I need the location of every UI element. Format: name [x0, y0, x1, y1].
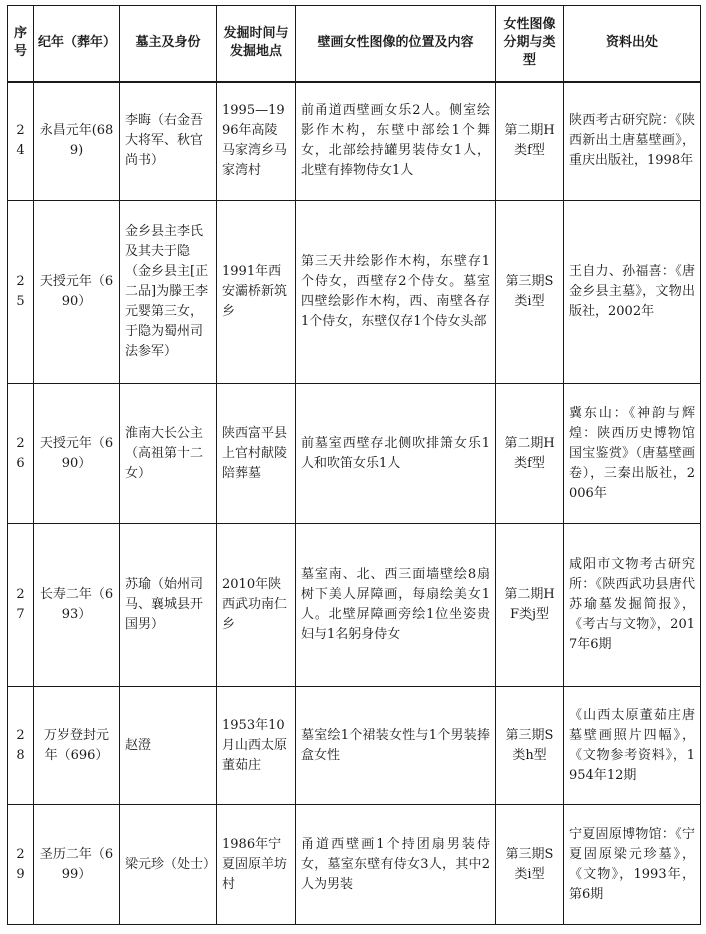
cell-mural: 前甬道西壁画女乐2人。侧室绘影作木构，东壁中部绘1个舞女，北部绘持罐男装侍女1人，北壁有捧物侍女1人 — [296, 82, 496, 201]
cell-source: 冀东山：《神韵与辉煌：陕西历史博物馆国宝鉴赏》（唐墓壁画卷），三秦出版社，2006年 — [564, 384, 701, 524]
table-row — [8, 524, 701, 687]
cell-source: 王自力、孙福喜：《唐金乡县主墓》，文物出版社，2002年 — [564, 201, 701, 384]
cell-source: 《山西太原董茹庄唐墓壁画照片四幅》，《文物参考资料》，1954年12期 — [564, 687, 701, 805]
cell-excavation: 1986年宁夏固原羊坊村 — [217, 805, 296, 925]
cell-year: 圣历二年（699） — [34, 805, 120, 925]
cell-type: 第二期HF类j型 — [496, 524, 564, 687]
table-header — [8, 6, 701, 82]
header-year: 纪年（葬年） — [34, 6, 120, 82]
table-row — [8, 82, 701, 201]
header-excavation: 发掘时间与发掘地点 — [217, 6, 296, 82]
cell-excavation: 1991年西安灞桥新筑乡 — [217, 201, 296, 384]
cell-owner: 赵澄 — [120, 687, 217, 805]
cell-seq: 28 — [8, 687, 34, 805]
table-row — [8, 687, 701, 805]
cell-source: 宁夏固原博物馆：《宁夏固原梁元珍墓》，《文物》，1993年，第6期 — [564, 805, 701, 925]
table-row — [8, 201, 701, 384]
cell-seq: 29 — [8, 805, 34, 925]
cell-year: 永昌元年(689) — [34, 82, 120, 201]
header-owner: 墓主及身份 — [120, 6, 217, 82]
header-mural: 壁画女性图像的位置及内容 — [296, 6, 496, 82]
cell-owner: 梁元珍（处士） — [120, 805, 217, 925]
cell-seq: 24 — [8, 82, 34, 201]
cell-year: 长寿二年（693） — [34, 524, 120, 687]
cell-source: 咸阳市文物考古研究所：《陕西武功县唐代苏瑜墓发掘简报》，《考古与文物》，2017年6期 — [564, 524, 701, 687]
cell-source: 陕西考古研究院：《陕西新出土唐墓壁画》，重庆出版社，1998年 — [564, 82, 701, 201]
cell-mural: 前墓室西壁存北侧吹排箫女乐1人和吹笛女乐1人 — [296, 384, 496, 524]
cell-seq: 26 — [8, 384, 34, 524]
cell-owner: 苏瑜（始州司马、襄城县开国男） — [120, 524, 217, 687]
cell-year: 天授元年（690） — [34, 384, 120, 524]
cell-excavation: 陕西富平县上官村献陵陪葬墓 — [217, 384, 296, 524]
cell-type: 第三期S类h型 — [496, 687, 564, 805]
cell-type: 第二期H类f型 — [496, 384, 564, 524]
cell-excavation: 1995—1996年高陵马家湾乡马家湾村 — [217, 82, 296, 201]
cell-seq: 27 — [8, 524, 34, 687]
cell-year: 天授元年（690） — [34, 201, 120, 384]
tomb-mural-table — [7, 5, 701, 925]
table-row — [8, 384, 701, 524]
cell-type: 第三期S类i型 — [496, 805, 564, 925]
header-type: 女性图像分期与类型 — [496, 6, 564, 82]
cell-mural: 甬道西壁画1个持团扇男装侍女，墓室东壁有侍女3人，其中2人为男装 — [296, 805, 496, 925]
cell-owner: 金乡县主李氏及其夫于隐（金乡县主[正二品]为滕王李元婴第三女，于隐为蜀州司法参军） — [120, 201, 217, 384]
cell-excavation: 2010年陕西武功南仁乡 — [217, 524, 296, 687]
cell-mural: 第三天井绘影作木构，东壁存1个侍女，西壁存2个侍女。墓室四壁绘影作木构，西、南壁各存1个侍女，东壁仅存1个侍女头部 — [296, 201, 496, 384]
cell-year: 万岁登封元年（696） — [34, 687, 120, 805]
table-row — [8, 805, 701, 925]
header-source: 资料出处 — [564, 6, 701, 82]
cell-excavation: 1953年10月山西太原董茹庄 — [217, 687, 296, 805]
cell-owner: 李晦（右金吾大将军、秋官尚书） — [120, 82, 217, 201]
cell-owner: 淮南大长公主（高祖第十二女） — [120, 384, 217, 524]
cell-seq: 25 — [8, 201, 34, 384]
cell-mural: 墓室南、北、西三面墙壁绘8扇树下美人屏障画，每扇绘美女1人。北壁屏障画旁绘1位坐姿贵妇与1名躬身侍女 — [296, 524, 496, 687]
header-seq: 序号 — [8, 6, 34, 82]
cell-type: 第二期H类f型 — [496, 82, 564, 201]
table-body — [8, 82, 701, 925]
cell-type: 第三期S类i型 — [496, 201, 564, 384]
cell-mural: 墓室绘1个裙装女性与1个男装捧盒女性 — [296, 687, 496, 805]
